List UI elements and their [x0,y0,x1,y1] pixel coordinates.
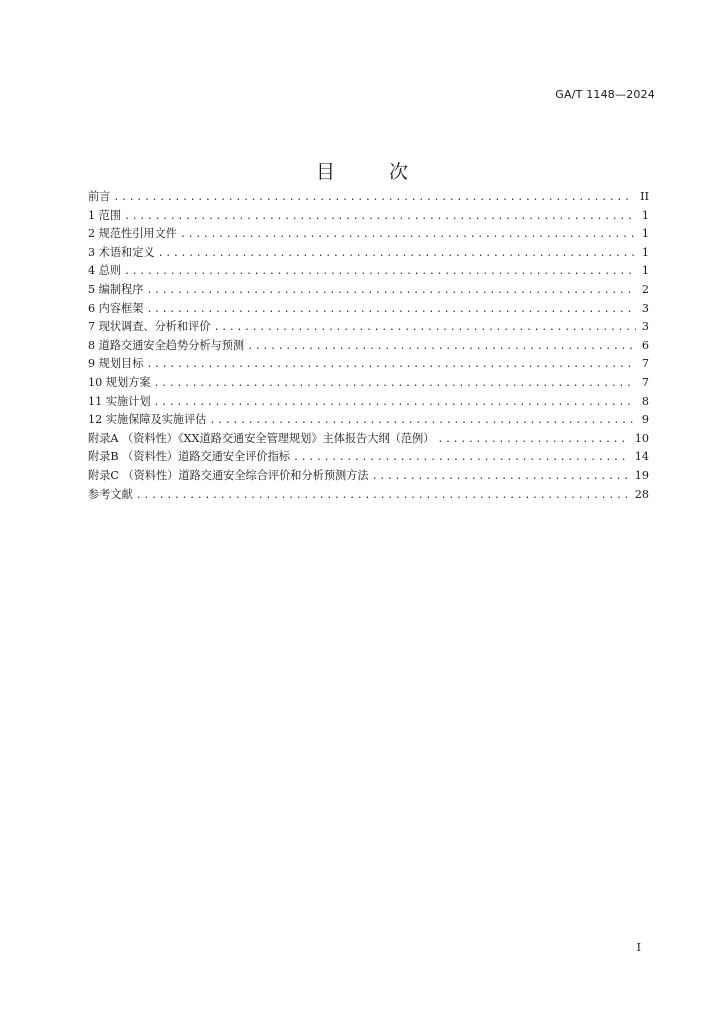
toc-entry[interactable] [88,337,649,356]
toc-leader-dots [214,319,636,338]
toc-entry[interactable] [88,262,649,281]
toc-entry-page: 8 [641,394,649,408]
toc-entry-page: 1 [641,227,649,241]
toc-leader-dots [113,189,634,208]
toc-leader-dots [124,208,636,227]
toc-entry[interactable] [88,411,649,430]
toc-entry[interactable] [88,225,649,244]
toc-entry-page: 19 [634,468,649,482]
toc-entry-page: 3 [641,320,649,334]
toc-entry-page: II [640,190,649,203]
toc-entry-label: 1 范围 [88,208,122,222]
toc-entry[interactable] [88,318,649,337]
toc-leader-dots [154,394,636,413]
toc-entry-label: 附录C （资料性）道路交通安全综合评价和分析预测方法 [88,468,369,482]
toc-leader-dots [209,412,635,431]
toc-entry[interactable] [88,430,649,449]
toc-leader-dots [372,468,629,487]
toc-entry[interactable] [88,188,649,207]
toc-leader-dots [124,263,636,282]
document-code: GA/T 1148—2024 [555,88,655,101]
toc-entry-label: 9 规划目标 [88,357,144,371]
toc-leader-dots [158,245,636,264]
toc-leader-dots [437,431,628,450]
toc-entry-label: 3 术语和定义 [88,245,155,259]
toc-entry[interactable] [88,486,649,505]
page-number: I [636,941,641,954]
toc-entry-label: 12 实施保障及实施评估 [88,413,207,427]
toc-entry-label: 11 实施计划 [88,394,151,408]
toc-entry-label: 附录A （资料性）《XX道路交通安全管理规划》主体报告大纲（范例） [88,431,435,445]
toc-entry[interactable] [88,374,649,393]
toc-entry-label: 8 道路交通安全趋势分析与预测 [88,338,245,352]
toc-entry-page: 28 [634,487,649,501]
toc-entry-label: 6 内容框架 [88,301,144,315]
toc-leader-dots [146,356,635,375]
toc-entry-page: 7 [641,357,649,371]
toc-entry[interactable] [88,467,649,486]
toc-entry[interactable] [88,244,649,263]
toc-leader-dots [136,487,629,506]
toc-leader-dots [146,301,635,320]
toc-entry-page: 2 [641,282,649,296]
page-title: 目 次 [315,161,433,183]
table-of-contents [88,188,649,504]
toc-entry[interactable] [88,393,649,412]
toc-entry-label: 参考文献 [88,487,133,501]
toc-entry[interactable] [88,281,649,300]
toc-entry-page: 9 [641,413,649,427]
toc-entry-label: 2 规范性引用文件 [88,227,177,241]
toc-entry-label: 5 编制程序 [88,282,144,296]
toc-leader-dots [247,338,636,357]
toc-leader-dots [154,375,636,394]
toc-entry[interactable] [88,300,649,319]
toc-entry-label: 前言 [88,190,111,203]
toc-entry[interactable] [88,355,649,374]
toc-entry-page: 14 [634,450,649,464]
toc-entry-page: 1 [641,208,649,222]
toc-leader-dots [180,226,636,245]
toc-entry-page: 1 [641,245,649,259]
toc-leader-dots [146,282,635,301]
toc-entry-page: 7 [641,375,649,389]
toc-leader-dots [293,449,629,468]
toc-entry-label: 4 总则 [88,264,122,278]
toc-entry-page: 10 [634,431,649,445]
toc-entry-page: 6 [641,338,649,352]
toc-entry-label: 附录B （资料性）道路交通安全评价指标 [88,450,290,464]
toc-entry-label: 7 现状调查、分析和评价 [88,320,211,334]
toc-entry-page: 1 [641,264,649,278]
toc-entry-label: 10 规划方案 [88,375,151,389]
toc-entry[interactable] [88,207,649,226]
toc-entry-page: 3 [641,301,649,315]
toc-entry[interactable] [88,448,649,467]
